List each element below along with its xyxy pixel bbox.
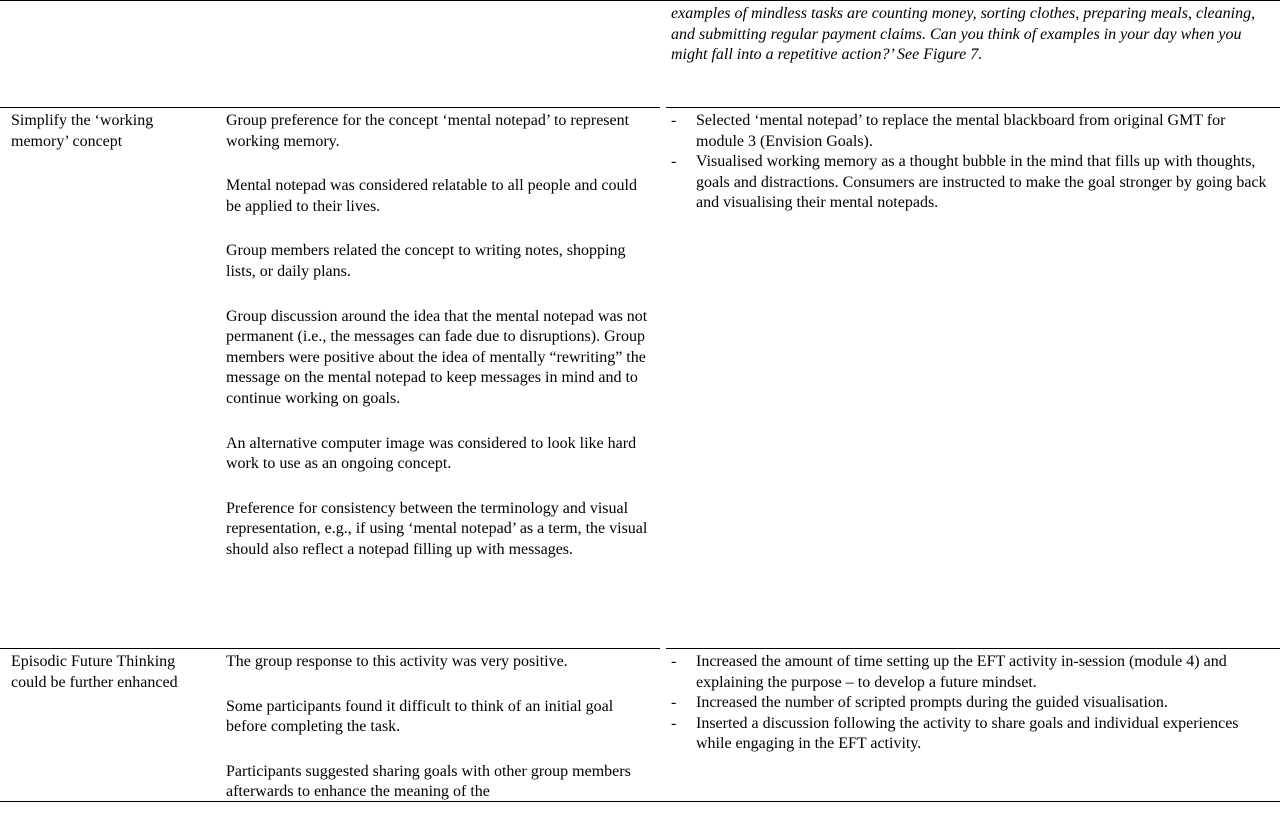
feedback-paragraph: The group response to this activity was very positive. xyxy=(226,653,568,670)
row-divider xyxy=(666,648,1280,649)
feedback-paragraph: Group discussion around the idea that the mental notepad was not permanent (i.e., the messages can fade due to disruptions). Group members were positive about the idea of mentally “rewriting” the message on the mental notepad to keep messages in mind and to continue working on goals. xyxy=(226,307,648,407)
issue-cell: Episodic Future Thinking could be further enhanced xyxy=(11,653,178,691)
dash-marker: - xyxy=(671,112,677,129)
list-item xyxy=(671,111,1271,152)
feedback-paragraph: Group preference for the concept ‘mental notepad’ to represent working memory. xyxy=(226,112,630,150)
list-item xyxy=(671,152,1271,214)
changes-cell xyxy=(671,652,1271,755)
change-text: Visualised working memory as a thought bubble in the mind that fills up with thoughts, goals and distractions. Consumers are instructed to make the goal stronger by going back and visualising their mental notepads. xyxy=(696,153,1267,212)
change-text: Selected ‘mental notepad’ to replace the mental blackboard from original GMT for module 3 (Envision Goals). xyxy=(696,112,1226,150)
changes-cell xyxy=(671,111,1271,214)
dash-marker: - xyxy=(671,694,677,712)
continued-cell-text: examples of mindless tasks are counting money, sorting clothes, preparing meals, cleaning, and submitting regular payment claims. Can you think of examples in your day when you might fall into a repetitive action?’ See Figure 7. xyxy=(671,5,1256,64)
dash-marker: - xyxy=(671,153,677,171)
changes-list xyxy=(671,111,1271,214)
feedback-paragraph: Participants suggested sharing goals with other group members afterwards to enhance the meaning of the xyxy=(226,762,631,801)
feedback-paragraph: Group members related the concept to writing notes, shopping lists, or daily plans. xyxy=(226,242,626,280)
row-divider xyxy=(0,648,660,649)
list-item xyxy=(671,714,1271,755)
changes-list xyxy=(671,652,1271,755)
feedback-cell xyxy=(226,652,656,827)
dash-marker: - xyxy=(671,653,677,670)
row-divider xyxy=(0,107,660,108)
feedback-paragraph: Preference for consistency between the terminology and visual representation, e.g., if using ‘mental notepad’ as a term, the visual should also reflect a notepad filling up with messages. xyxy=(226,499,648,558)
table-top-rule xyxy=(0,0,1280,1)
feedback-cell xyxy=(226,111,656,585)
feedback-paragraph: An alternative computer image was considered to look like hard work to use as an ongoing concept. xyxy=(226,434,637,473)
feedback-paragraph: Mental notepad was considered relatable to all people and could be applied to their lives. xyxy=(226,177,637,215)
change-text: Inserted a discussion following the activity to share goals and individual experiences while engaging in the EFT activity. xyxy=(696,714,1239,753)
list-item xyxy=(671,693,1271,714)
list-item xyxy=(671,652,1271,693)
issue-cell: Simplify the ‘working memory’ concept xyxy=(11,112,154,150)
row-divider xyxy=(666,107,1280,108)
change-text: Increased the number of scripted prompts during the guided visualisation. xyxy=(696,694,1168,712)
dash-marker: - xyxy=(671,714,677,732)
feedback-paragraph: Some participants found it difficult to think of an initial goal before completing the task. xyxy=(226,697,614,736)
change-text: Increased the amount of time setting up the EFT activity in-session (module 4) and explaining the purpose – to develop a future mindset. xyxy=(696,653,1227,691)
